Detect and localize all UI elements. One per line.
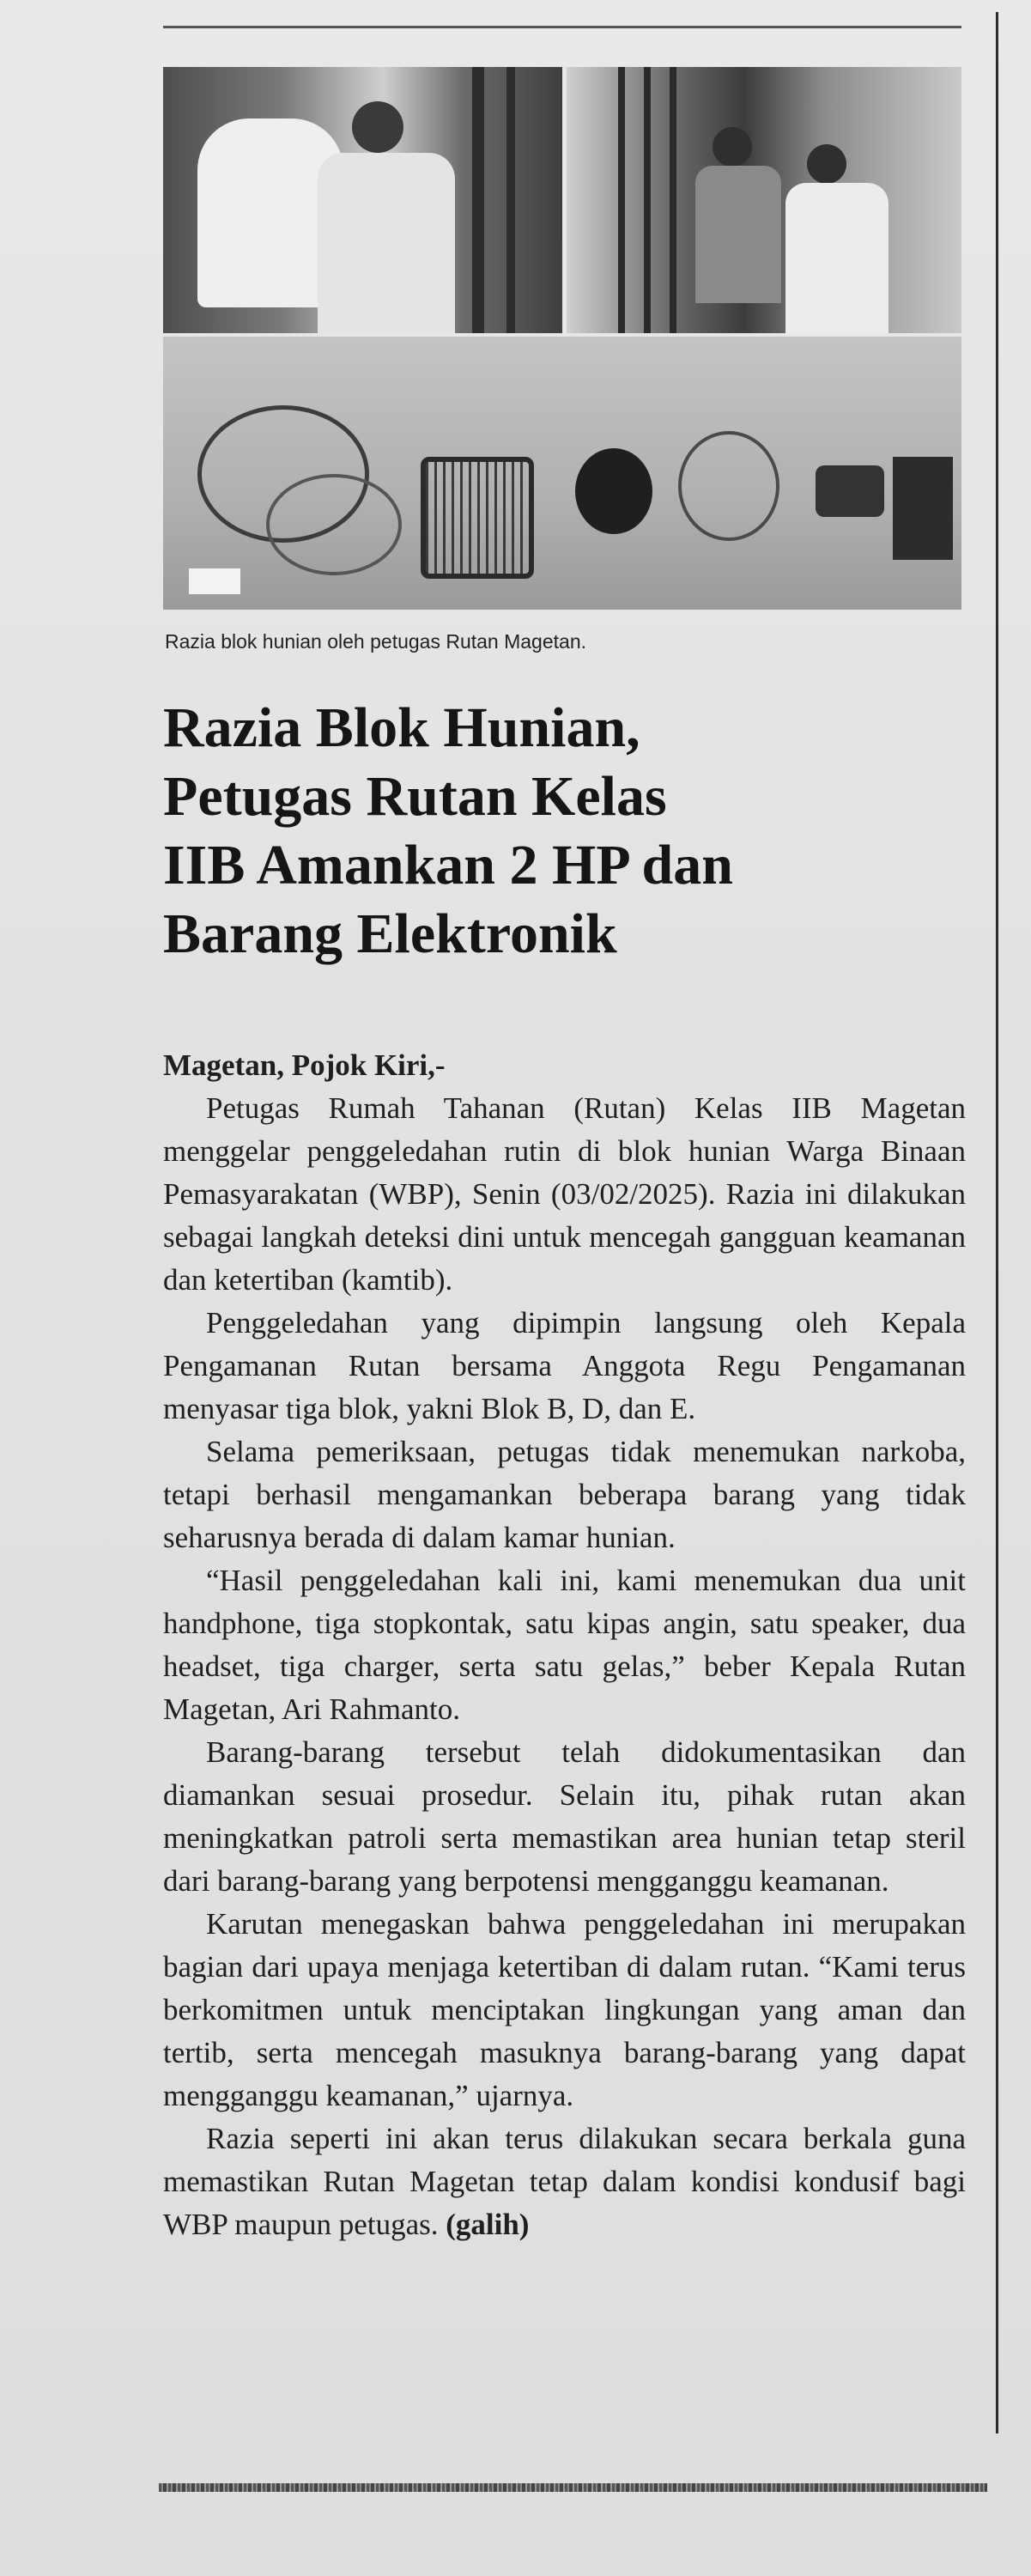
headline <box>163 694 966 969</box>
headline-line: IIB Amankan 2 HP dan <box>163 834 733 896</box>
headline-line: Barang Elektronik <box>163 902 617 965</box>
author-credit: (galih) <box>446 2208 530 2241</box>
photo-officers-searching-left <box>163 67 562 333</box>
photo-officers-searching-right <box>567 67 961 333</box>
headline-line: Petugas Rutan Kelas <box>163 765 667 828</box>
article-paragraph: Barang-barang tersebut telah didokumentasikan dan diamankan sesuai prosedur. Selain itu, pihak rutan akan meningkatkan patroli serta memastikan area hunian tetap steril dari barang-barang yang berpotensi mengganggu keamanan. <box>163 1735 966 1898</box>
article-paragraph: “Hasil penggeledahan kali ini, kami menemukan dua unit handphone, tiga stopkontak, satu kipas angin, satu speaker, dua headset, tiga charger, serta satu gelas,” beber Kepala Rutan Magetan, Ari Rahmanto. <box>163 1564 966 1726</box>
photo-confiscated-items <box>163 337 961 610</box>
headline-line: Razia Blok Hunian, <box>163 696 640 759</box>
bottom-rule <box>159 2483 987 2492</box>
article-paragraph: Karutan menegaskan bahwa penggeledahan ini merupakan bagian dari upaya menjaga ketertiban di dalam rutan. “Kami terus berkomitmen untuk menciptakan lingkungan yang aman dan tertib, serta mencegah masuknya barang-barang yang dapat mengganggu keamanan,” ujarnya. <box>163 1907 966 2112</box>
article-paragraph: Selama pemeriksaan, petugas tidak menemukan narkoba, tetapi berhasil mengamankan beberapa barang yang tidak seharusnya berada di dalam kamar hunian. <box>163 1435 966 1554</box>
article-paragraph: Penggeledahan yang dipimpin langsung oleh Kepala Pengamanan Rutan bersama Anggota Regu Pengamanan menyasar tiga blok, yakni Blok B, D, dan E. <box>163 1306 966 1425</box>
top-rule <box>163 26 961 28</box>
photo-caption: Razia blok hunian oleh petugas Rutan Magetan. <box>165 630 587 653</box>
article-paragraph-text: Razia seperti ini akan terus dilakukan secara berkala guna memastikan Rutan Magetan tetap dalam kondisi kondusif bagi WBP maupun petugas. <box>163 2122 966 2241</box>
article-body <box>163 1044 966 2246</box>
column-rule <box>996 12 998 2433</box>
dateline: Magetan, Pojok Kiri,- <box>163 1048 446 1082</box>
article-paragraph-last <box>163 2117 966 2246</box>
article-paragraph: Petugas Rumah Tahanan (Rutan) Kelas IIB Magetan menggelar penggeledahan rutin di blok hunian Warga Binaan Pemasyarakatan (WBP), Senin (03/02/2025). Razia ini dilakukan sebagai langkah deteksi dini untuk mencegah gangguan keamanan dan ketertiban (kamtib). <box>163 1091 966 1297</box>
